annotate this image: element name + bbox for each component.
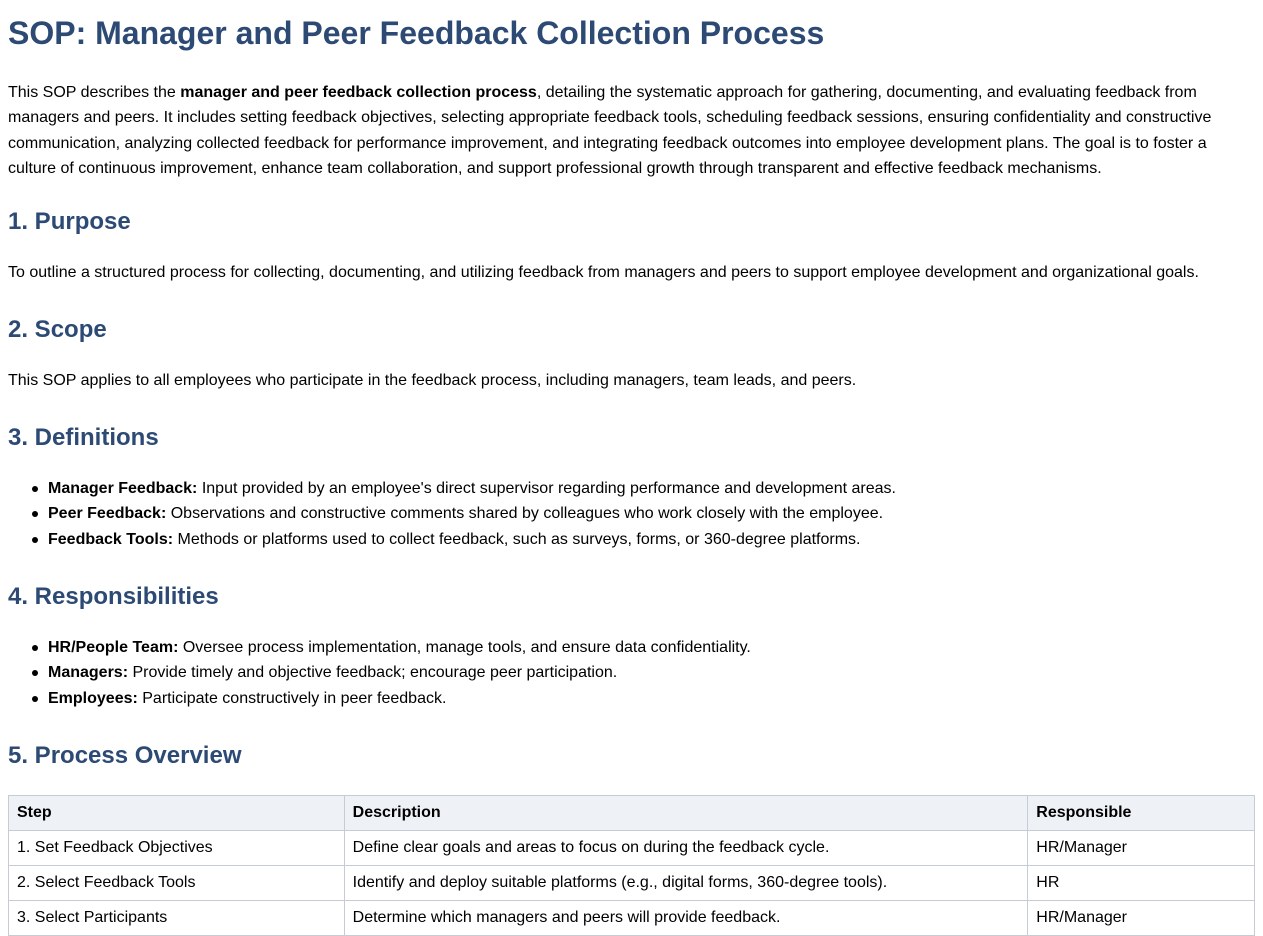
definitions-heading: 3. Definitions	[8, 424, 159, 451]
intro-rest: , detailing the systematic approach for gathering, documenting, and evaluating feedback from managers and peers. It includes setting feedback objectives, selecting appropriate feedback tools, scheduling feedback sessions, ensuring confidentiality and constructive communication, analyzing collected feedback for performance improvement, and integrating feedback outcomes into employee development plans. The goal is to foster a culture of continuous improvement, enhance team collaboration, and support professional growth through transparent and effective feedback mechanisms.	[8, 84, 1212, 178]
responsibilities-heading: 4. Responsibilities	[8, 583, 219, 610]
intro-paragraph	[8, 80, 1238, 182]
responsible-cell: HR/Manager	[1028, 901, 1255, 936]
step-cell: 3. Select Participants	[9, 901, 345, 936]
purpose-text: To outline a structured process for collecting, documenting, and utilizing feedback from managers and peers to support employee development and organizational goals.	[8, 264, 1199, 281]
definitions-list	[8, 476, 1238, 552]
definition-text: Observations and constructive comments shared by colleagues who work closely with the employee.	[166, 505, 884, 523]
purpose-heading: 1. Purpose	[8, 208, 131, 235]
intro-bold: manager and peer feedback collection process	[180, 84, 537, 101]
process-table	[8, 795, 1255, 936]
scope-text: This SOP applies to all employees who participate in the feedback process, including managers, team leads, and peers.	[8, 372, 857, 389]
responsibility-role: HR/People Team:	[48, 639, 179, 656]
definition-text: Input provided by an employee's direct supervisor regarding performance and development areas.	[197, 480, 896, 497]
table-row	[9, 866, 1255, 901]
responsibility-item	[8, 635, 1238, 660]
step-cell: 2. Select Feedback Tools	[9, 866, 345, 901]
responsibility-item	[8, 660, 1238, 685]
responsibility-item	[8, 686, 1238, 711]
definition-term: Feedback Tools:	[48, 530, 174, 548]
responsibility-role: Employees:	[48, 689, 138, 707]
responsibility-role: Managers:	[48, 664, 129, 682]
responsibility-text: Oversee process implementation, manage tools, and ensure data confidentiality.	[178, 639, 751, 656]
step-cell: 1. Set Feedback Objectives	[9, 831, 345, 866]
definition-term: Manager Feedback:	[48, 480, 198, 497]
responsible-cell: HR/Manager	[1028, 831, 1255, 866]
column-header-step: Step	[9, 796, 345, 831]
definition-item	[8, 501, 1238, 526]
responsibility-text: Participate constructively in peer feedback.	[137, 689, 447, 707]
description-cell: Identify and deploy suitable platforms (e.g., digital forms, 360-degree tools).	[344, 866, 1028, 901]
process-heading: 5. Process Overview	[8, 742, 242, 769]
responsible-cell: HR	[1028, 866, 1255, 901]
responsibility-text: Provide timely and objective feedback; encourage peer participation.	[128, 664, 618, 682]
definition-item	[8, 476, 1238, 501]
description-cell: Define clear goals and areas to focus on during the feedback cycle.	[344, 831, 1028, 866]
column-header-description: Description	[344, 796, 1028, 831]
page-title: SOP: Manager and Peer Feedback Collection Process	[8, 15, 825, 51]
table-header-row	[9, 796, 1255, 831]
table-row	[9, 901, 1255, 936]
table-row	[9, 831, 1255, 866]
definition-text: Methods or platforms used to collect feedback, such as surveys, forms, or 360-degree platforms.	[173, 530, 861, 548]
definition-term: Peer Feedback:	[48, 505, 167, 523]
definition-item	[8, 527, 1238, 552]
description-cell: Determine which managers and peers will provide feedback.	[344, 901, 1028, 936]
responsibilities-list	[8, 635, 1238, 711]
column-header-responsible: Responsible	[1028, 796, 1255, 831]
intro-lead: This SOP describes the	[8, 84, 181, 101]
scope-heading: 2. Scope	[8, 316, 107, 343]
